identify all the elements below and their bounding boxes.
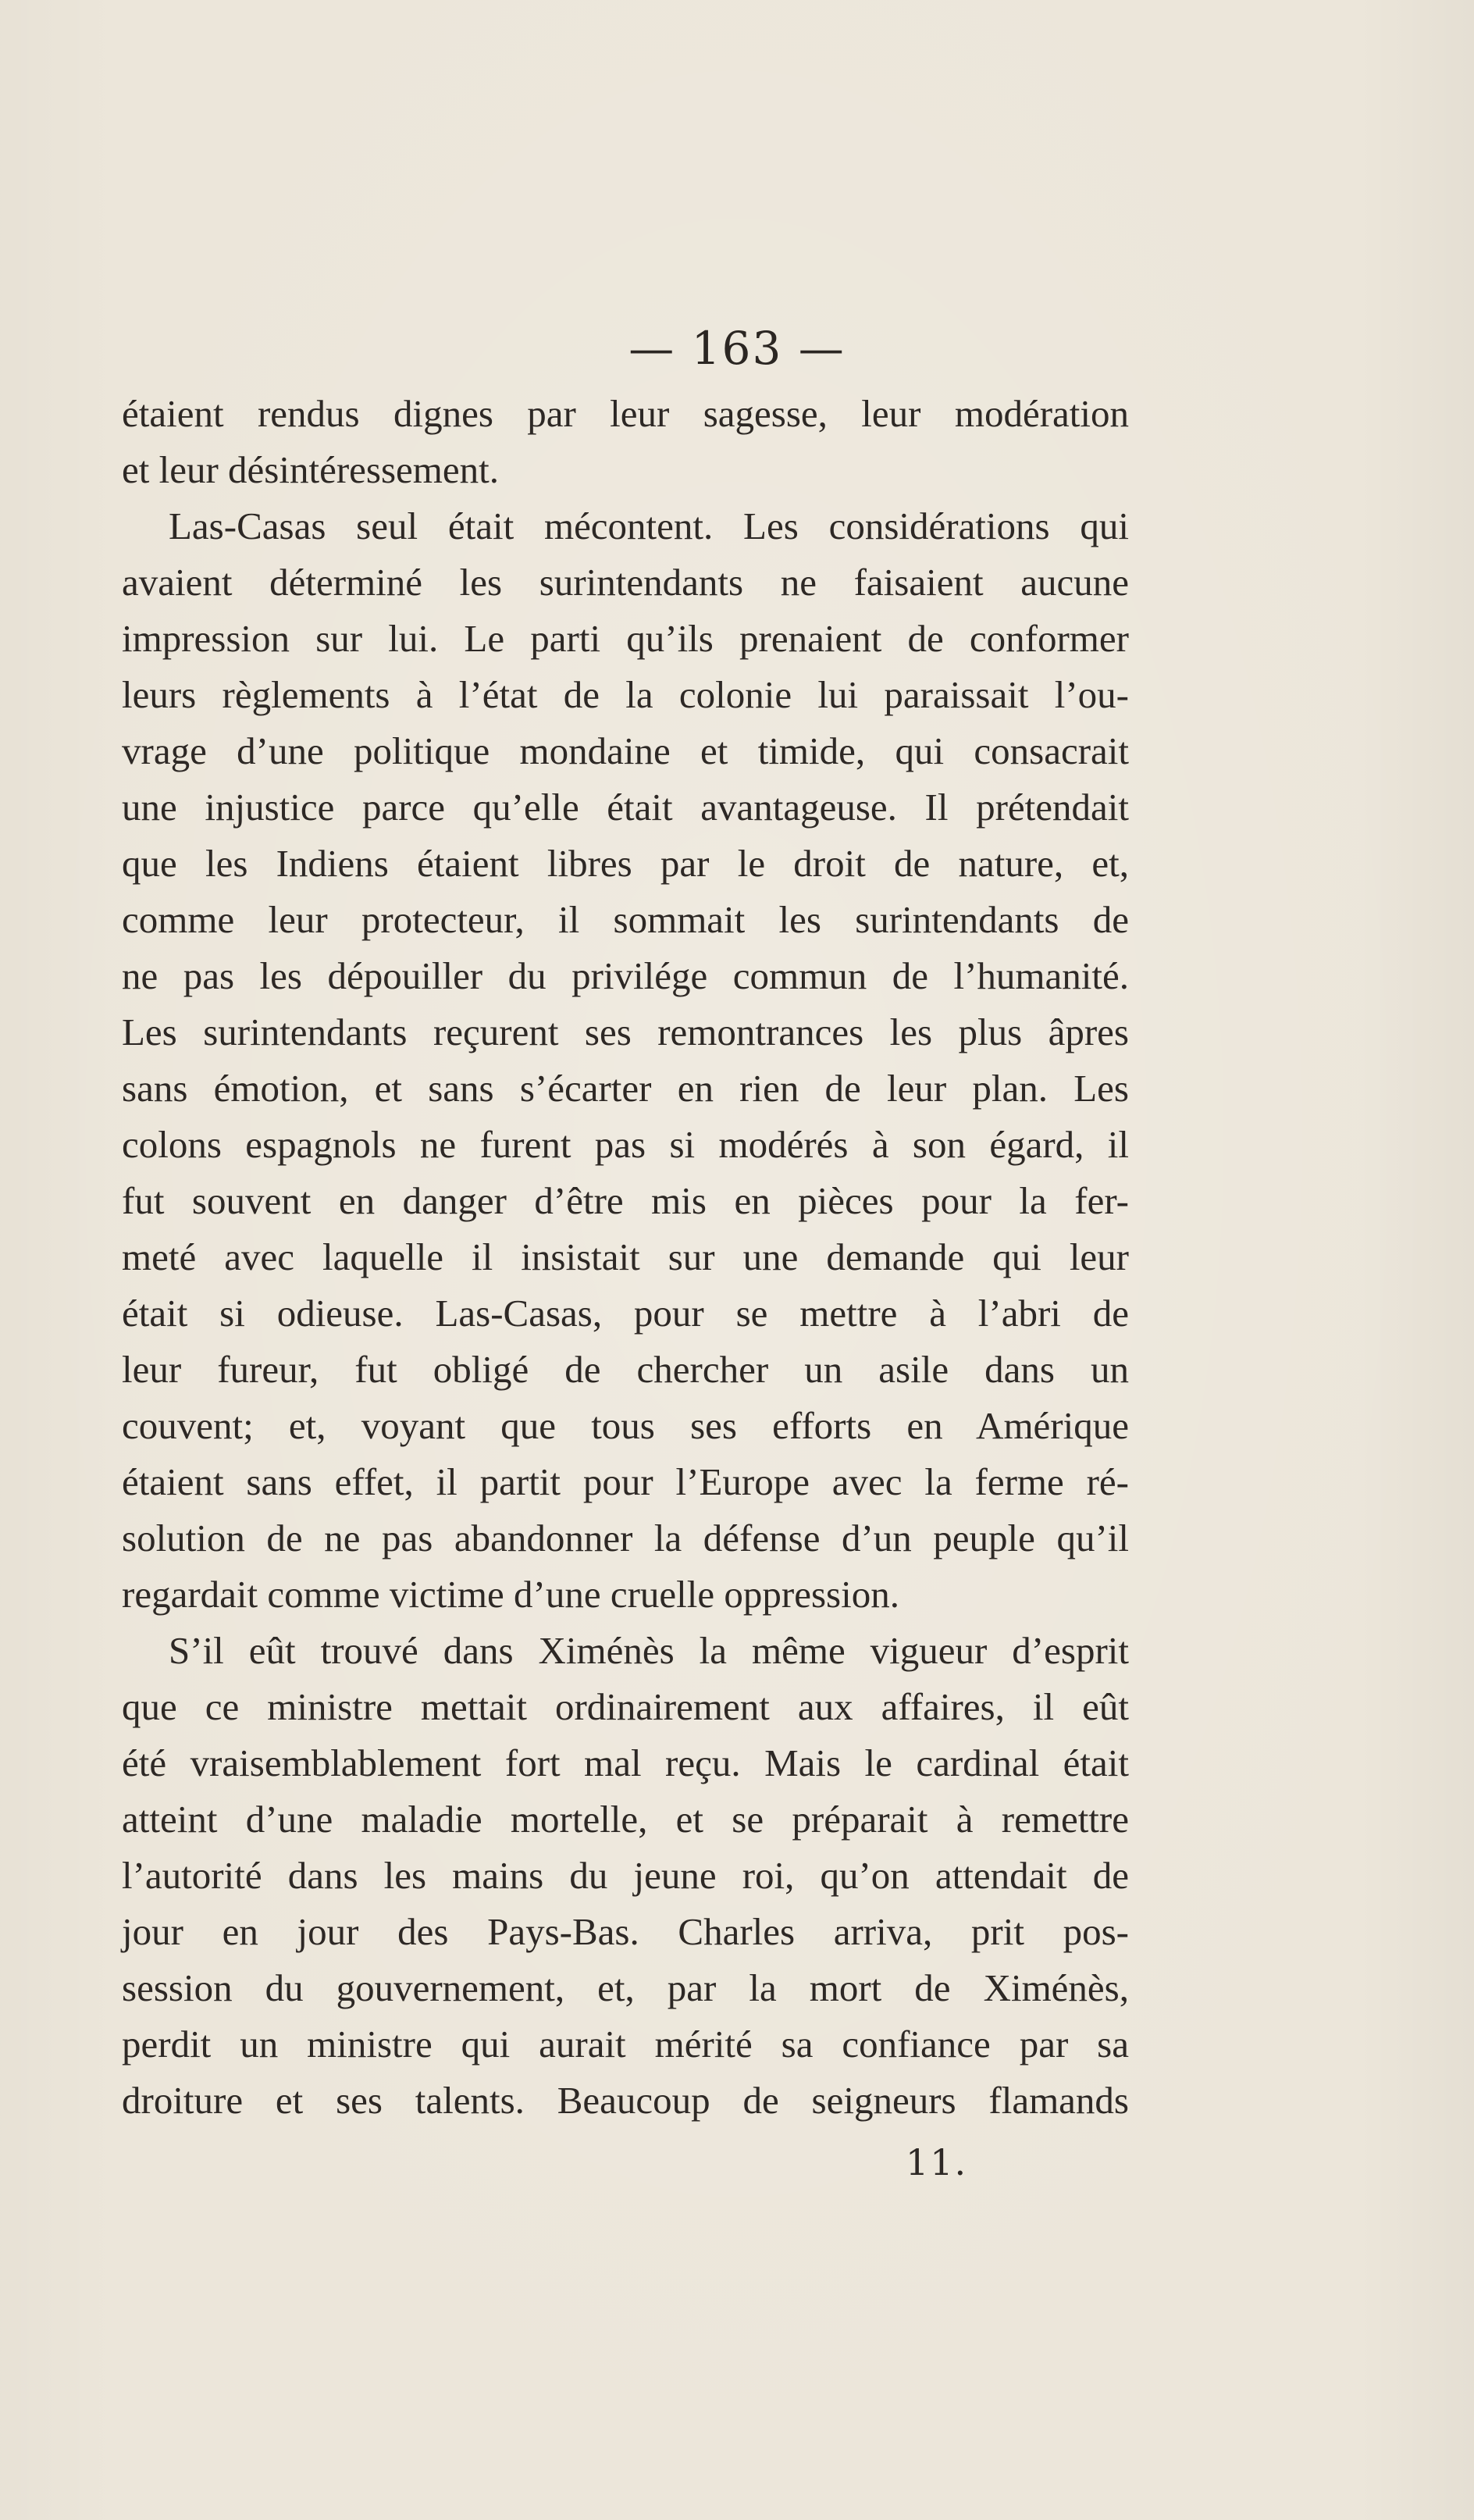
page-number: — 163 — — [628, 322, 846, 375]
text-line: été vraisemblablement fort mal reçu. Mais le cardinal était — [122, 1741, 1129, 1784]
body-text — [122, 386, 1129, 2129]
text-line: Las-Casas seul était mécontent. Les considérations qui — [169, 504, 1129, 547]
text-line: l’autorité dans les mains du jeune roi, qu’on attendait de — [122, 1854, 1129, 1897]
text-line: S’il eût trouvé dans Ximénès la même vigueur d’esprit — [169, 1629, 1129, 1672]
text-line: était si odieuse. Las-Casas, pour se mettre à l’abri de — [122, 1292, 1129, 1335]
text-line: une injustice parce qu’elle était avantageuse. Il prétendait — [122, 786, 1129, 829]
text-line: meté avec laquelle il insistait sur une demande qui leur — [122, 1235, 1129, 1278]
text-line: étaient rendus dignes par leur sagesse, leur modération — [122, 392, 1129, 435]
text-line: couvent; et, voyant que tous ses efforts en Amérique — [122, 1404, 1129, 1447]
signature-mark: 11. — [906, 2141, 968, 2183]
text-line: avaient déterminé les surintendants ne faisaient aucune — [122, 561, 1129, 604]
text-line: comme leur protecteur, il sommait les surintendants de — [122, 898, 1129, 941]
text-line: impression sur lui. Le parti qu’ils prenaient de conformer — [122, 617, 1129, 660]
text-line: session du gouvernement, et, par la mort de Ximénès, — [122, 1966, 1129, 2009]
text-line: que les Indiens étaient libres par le droit de nature, et, — [122, 842, 1129, 885]
text-line: droiture et ses talents. Beaucoup de seigneurs flamands — [122, 2079, 1129, 2122]
text-line: atteint d’une maladie mortelle, et se préparait à remettre — [122, 1798, 1129, 1841]
text-line: étaient sans effet, il partit pour l’Europe avec la ferme ré- — [122, 1460, 1129, 1503]
text-line: perdit un ministre qui aurait mérité sa confiance par sa — [122, 2023, 1129, 2066]
text-line: que ce ministre mettait ordinairement aux affaires, il eût — [122, 1685, 1129, 1728]
text-line: regardait comme victime d’une cruelle oppression. — [122, 1573, 899, 1616]
text-line: sans émotion, et sans s’écarter en rien de leur plan. Les — [122, 1067, 1129, 1110]
text-line: Les surintendants reçurent ses remontrances les plus âpres — [122, 1010, 1129, 1053]
text-line: fut souvent en danger d’être mis en pièces pour la fer- — [122, 1179, 1129, 1222]
text-line: et leur désintéressement. — [122, 448, 500, 491]
text-line: leurs règlements à l’état de la colonie lui paraissait l’ou- — [122, 673, 1129, 716]
text-line: leur fureur, fut obligé de chercher un asile dans un — [122, 1348, 1129, 1391]
text-line: jour en jour des Pays-Bas. Charles arriva, prit pos- — [122, 1910, 1129, 1953]
text-line: vrage d’une politique mondaine et timide, qui consacrait — [122, 729, 1129, 772]
text-line: colons espagnols ne furent pas si modérés à son égard, il — [122, 1123, 1129, 1166]
text-line: solution de ne pas abandonner la défense d’un peuple qu’il — [122, 1517, 1129, 1559]
text-line: ne pas les dépouiller du privilége commun de l’humanité. — [122, 954, 1129, 997]
